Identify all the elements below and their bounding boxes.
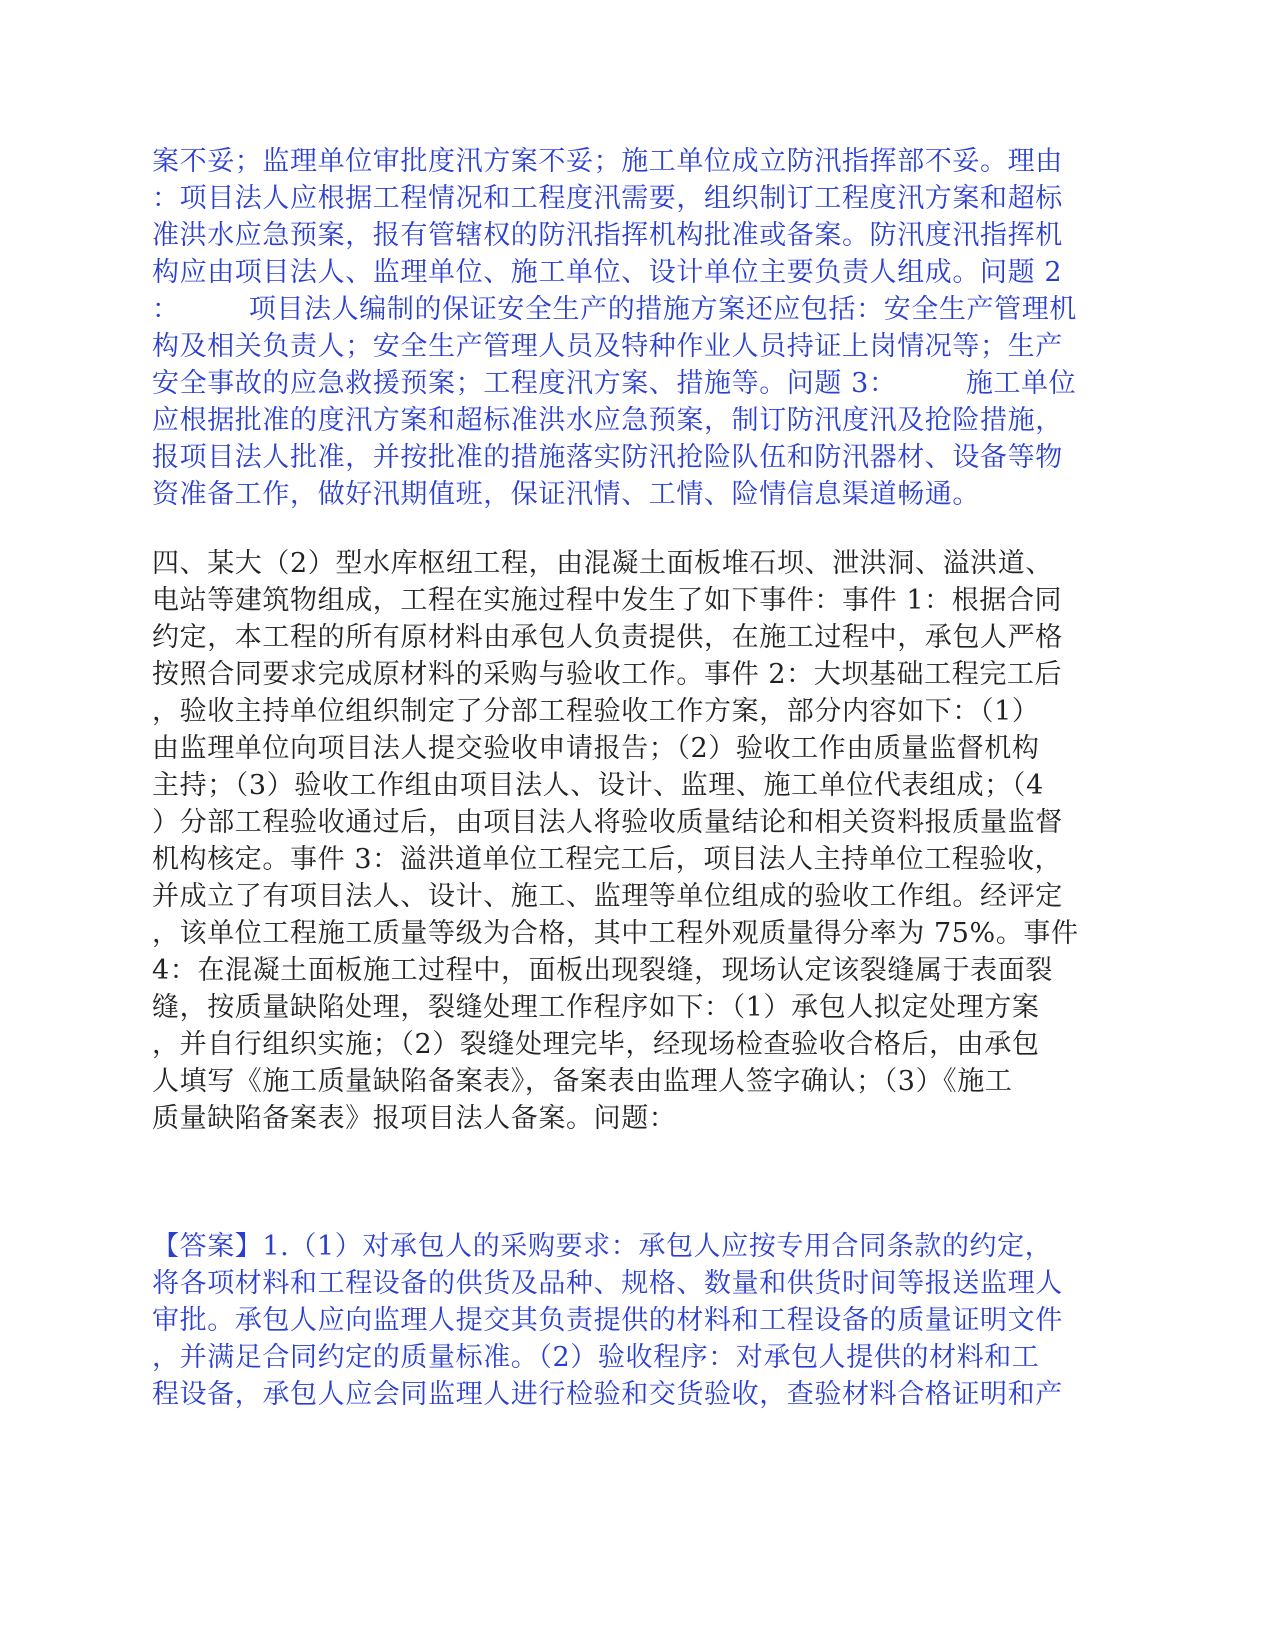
text-line: 缝，按质量缺陷处理，裂缝处理工作程序如下：（1）承包人拟定处理方案 bbox=[152, 992, 1040, 1023]
text-line: 资准备工作，做好汛期值班，保证汛情、工情、险情信息渠道畅通。 bbox=[152, 479, 980, 510]
text-line: ）分部工程验收通过后，由项目法人将验收质量结论和相关资料报质量监督 bbox=[152, 807, 1063, 838]
text-line: ：项目法人应根据工程情况和工程度汛需要，组织制订工程度汛方案和超标 bbox=[152, 183, 1063, 214]
text-line: 4：在混凝土面板施工过程中，面板出现裂缝，现场认定该裂缝属于表面裂 bbox=[152, 955, 1053, 986]
answer-section bbox=[152, 1228, 1117, 1413]
text-line: 1.（1）对承包人的采购要求：承包人应按专用合同条款的约定， bbox=[262, 1231, 1053, 1262]
text-line: 构应由项目法人、监理单位、施工单位、设计单位主要负责人组成。问题 2 bbox=[152, 257, 1063, 288]
text-line: 程设备，承包人应会同监理人进行检验和交货验收，查验材料合格证明和产 bbox=[152, 1379, 1063, 1410]
text-line: ： 项目法人编制的保证安全生产的措施方案还应包括：安全生产管理机 bbox=[152, 294, 1077, 325]
text-line: 报项目法人批准，并按批准的措施落实防汛抢险队伍和防汛器材、设备等物 bbox=[152, 442, 1063, 473]
text-line: 审批。承包人应向监理人提交其负责提供的材料和工程设备的质量证明文件 bbox=[152, 1305, 1063, 1336]
answer-first-line bbox=[152, 1228, 1117, 1265]
question-four bbox=[152, 545, 1117, 1137]
text-line: 约定，本工程的所有原材料由承包人负责提供，在施工过程中，承包人严格 bbox=[152, 622, 1063, 653]
text-line: 按照合同要求完成原材料的采购与验收工作。事件 2：大坝基础工程完工后 bbox=[152, 659, 1063, 690]
previous-answer-continuation bbox=[152, 143, 1117, 513]
text-line: ，并满足合同约定的质量标准。（2）验收程序：对承包人提供的材料和工 bbox=[152, 1342, 1040, 1373]
text-line: ，并自行组织实施；（2）裂缝处理完毕，经现场检查验收合格后，由承包 bbox=[152, 1029, 1040, 1060]
text-line: 案不妥；监理单位审批度汛方案不妥；施工单位成立防汛指挥部不妥。理由 bbox=[152, 146, 1063, 177]
text-line: 安全事故的应急救援预案；工程度汛方案、措施等。问题 3： 施工单位 bbox=[152, 368, 1077, 399]
text-line: 由监理单位向项目法人提交验收申请报告；（2）验收工作由质量监督机构 bbox=[152, 733, 1040, 764]
text-line: 构及相关负责人；安全生产管理人员及特种作业人员持证上岗情况等；生产 bbox=[152, 331, 1063, 362]
text-line: 质量缺陷备案表》报项目法人备案。问题： bbox=[152, 1103, 677, 1134]
text-line: ，该单位工程施工质量等级为合格，其中工程外观质量得分率为 75%。事件 bbox=[152, 918, 1079, 949]
text-line: 准洪水应急预案，报有管辖权的防汛指挥机构批准或备案。防汛度汛指挥机 bbox=[152, 220, 1063, 251]
text-line: 将各项材料和工程设备的供货及品种、规格、数量和供货时间等报送监理人 bbox=[152, 1268, 1063, 1299]
text-line: 机构核定。事件 3：溢洪道单位工程完工后，项目法人主持单位工程验收， bbox=[152, 844, 1063, 875]
text-line: ，验收主持单位组织制定了分部工程验收工作方案，部分内容如下：（1） bbox=[152, 696, 1040, 727]
answer-label: 【答案】 bbox=[152, 1231, 263, 1262]
text-line: 四、某大（2）型水库枢纽工程，由混凝土面板堆石坝、泄洪洞、溢洪道、 bbox=[152, 548, 1053, 579]
text-line: 主持；（3）验收工作组由项目法人、设计、监理、施工单位代表组成；（4 bbox=[152, 770, 1044, 801]
text-line: 电站等建筑物组成，工程在实施过程中发生了如下事件：事件 1：根据合同 bbox=[152, 585, 1063, 616]
text-line: 人填写《施工质量缺陷备案表》，备案表由监理人签字确认；（3）《施工 bbox=[152, 1066, 1013, 1097]
text-line: 并成立了有项目法人、设计、施工、监理等单位组成的验收工作组。经评定 bbox=[152, 881, 1063, 912]
text-line: 应根据批准的度汛方案和超标准洪水应急预案，制订防汛度汛及抢险措施， bbox=[152, 405, 1063, 436]
